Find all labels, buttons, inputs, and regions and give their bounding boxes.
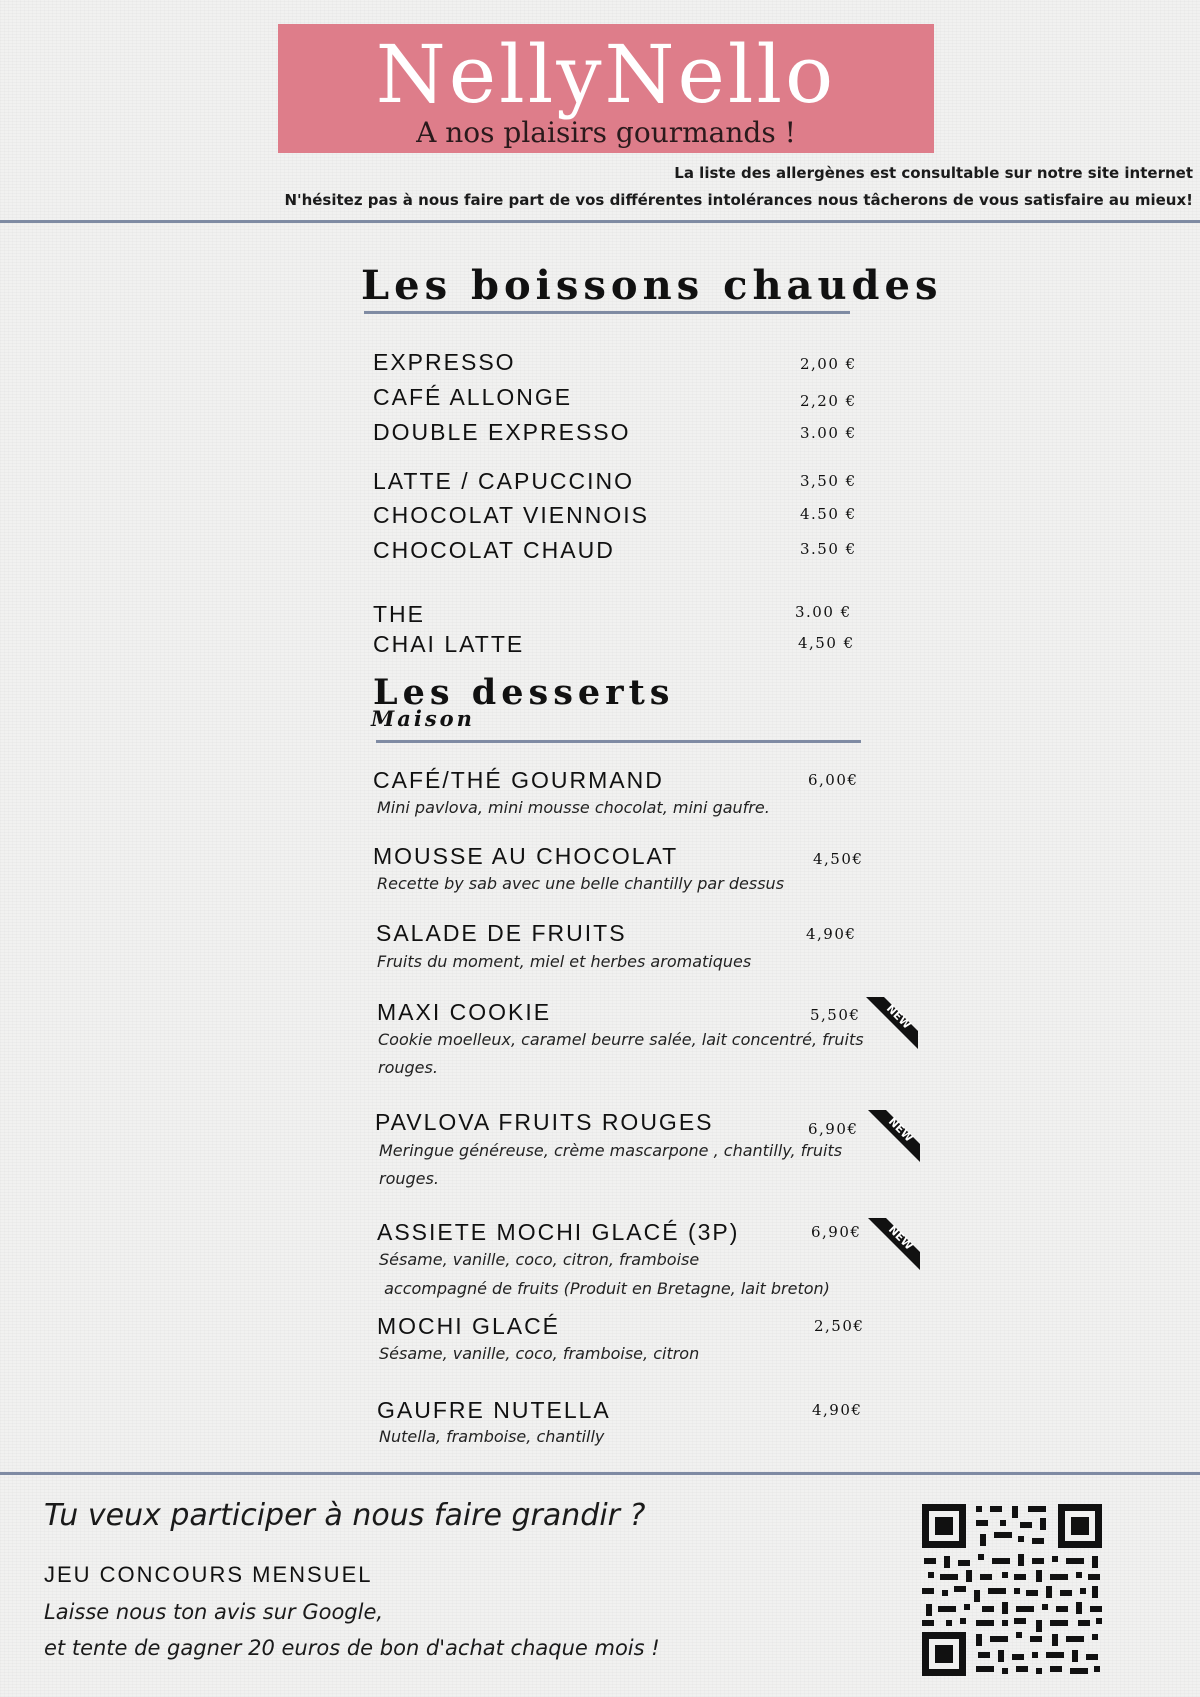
- dessert-description-extra: accompagné de fruits (Produit en Bretagne, lait breton): [379, 1279, 830, 1298]
- dessert-price: 4,50€: [813, 850, 864, 868]
- review-line-1: Laisse nous ton avis sur Google,: [44, 1600, 384, 1624]
- intolerances-note: N'hésitez pas à nous faire part de vos différentes intolérances nous tâcherons de vous satisfaire au mieux!: [284, 191, 1193, 209]
- footer-divider: [0, 1472, 1200, 1475]
- dessert-name: PAVLOVA FRUITS ROUGES: [375, 1109, 714, 1135]
- drink-price: 3.00 €: [800, 424, 857, 442]
- allergens-note: La liste des allergènes est consultable sur notre site internet: [674, 164, 1193, 182]
- drink-name: EXPRESSO: [373, 349, 516, 375]
- hot-drinks-underline: [364, 311, 850, 314]
- dessert-price: 2,50€: [814, 1317, 865, 1335]
- drink-price: 2,00 €: [800, 355, 857, 373]
- dessert-description: Sésame, vanille, coco, framboise, citron: [379, 1344, 700, 1363]
- qr-code-icon[interactable]: [920, 1502, 1104, 1678]
- desserts-title: Les desserts: [373, 672, 675, 713]
- dessert-description: Mini pavlova, mini mousse chocolat, mini gaufre.: [377, 798, 770, 817]
- review-line-2: et tente de gagner 20 euros de bon d'achat chaque mois !: [44, 1636, 660, 1660]
- dessert-description: Meringue généreuse, crème mascarpone , chantilly, fruits rouges.: [379, 1141, 843, 1188]
- dessert-description: Sésame, vanille, coco, citron, framboise: [379, 1250, 700, 1269]
- dessert-price: 6,90€: [808, 1120, 859, 1138]
- dessert-name: MAXI COOKIE: [377, 999, 552, 1025]
- brand-tagline: A nos plaisirs gourmands !: [416, 116, 796, 149]
- desserts-underline: [376, 740, 861, 743]
- new-badge-label: NEW: [885, 1114, 916, 1145]
- new-badge-icon: [868, 1218, 920, 1270]
- drink-price: 2,20 €: [800, 392, 857, 410]
- dessert-name: GAUFRE NUTELLA: [377, 1397, 611, 1423]
- drink-price: 3,50 €: [800, 472, 857, 490]
- dessert-price: 6,90€: [811, 1223, 862, 1241]
- drink-name: CHOCOLAT VIENNOIS: [373, 502, 649, 528]
- drink-name: CAFÉ ALLONGE: [373, 384, 573, 410]
- dessert-price: 5,50€: [810, 1006, 861, 1024]
- header-divider: [0, 220, 1200, 223]
- drink-price: 3.50 €: [800, 540, 857, 558]
- desserts-subtitle: Maison: [371, 706, 475, 731]
- dessert-name: MOCHI GLACÉ: [377, 1313, 561, 1339]
- dessert-price: 4,90€: [806, 925, 857, 943]
- new-badge-label: NEW: [883, 1001, 914, 1032]
- dessert-description: Recette by sab avec une belle chantilly par dessus: [377, 874, 785, 893]
- new-badge-icon: [866, 997, 918, 1049]
- hot-drinks-title: Les boissons chaudes: [361, 262, 943, 309]
- new-badge-label: NEW: [885, 1222, 916, 1253]
- drink-price: 3.00 €: [795, 603, 852, 621]
- contest-title: JEU CONCOURS MENSUEL: [44, 1562, 373, 1587]
- drink-name: LATTE / CAPUCCINO: [373, 468, 635, 494]
- dessert-description: Nutella, framboise, chantilly: [379, 1427, 605, 1446]
- drink-name: THE: [373, 601, 425, 627]
- drink-name: CHOCOLAT CHAUD: [373, 537, 615, 563]
- drink-name: CHAI LATTE: [373, 631, 525, 657]
- dessert-name: CAFÉ/THÉ GOURMAND: [373, 767, 664, 793]
- footer-headline: Tu veux participer à nous faire grandir ?: [44, 1498, 646, 1533]
- drink-price: 4.50 €: [800, 505, 857, 523]
- dessert-name: ASSIETE MOCHI GLACÉ (3P): [377, 1219, 740, 1245]
- dessert-price: 4,90€: [812, 1401, 863, 1419]
- brand-name: NellyNello: [375, 28, 837, 121]
- dessert-description: Cookie moelleux, caramel beurre salée, lait concentré, fruits rouges.: [378, 1030, 864, 1077]
- drink-price: 4,50 €: [798, 634, 855, 652]
- new-badge-icon: [868, 1110, 920, 1162]
- dessert-name: SALADE DE FRUITS: [376, 920, 627, 946]
- dessert-price: 6,00€: [808, 771, 859, 789]
- dessert-description: Fruits du moment, miel et herbes aromatiques: [377, 952, 752, 971]
- drink-name: DOUBLE EXPRESSO: [373, 419, 631, 445]
- dessert-name: MOUSSE AU CHOCOLAT: [373, 843, 679, 869]
